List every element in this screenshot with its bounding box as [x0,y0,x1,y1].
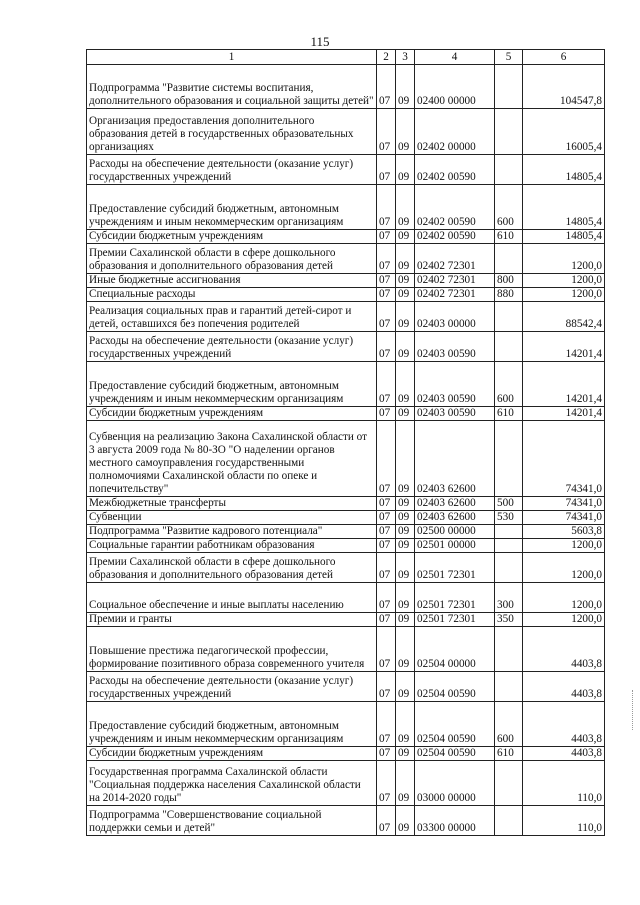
table-row [87,230,605,244]
row-subsection: 09 [396,155,415,185]
row-section: 07 [377,288,396,302]
table-row [87,109,605,155]
row-name: Расходы на обеспечение деятельности (оказание услуг) государственных учреждений [87,332,377,362]
row-target-article: 02403 62600 [415,421,495,497]
row-amount: 110,0 [523,806,605,836]
row-section: 07 [377,302,396,332]
table-row [87,244,605,274]
row-expense-type [495,672,523,702]
row-subsection: 09 [396,65,415,109]
row-name: Субвенция на реализацию Закона Сахалинской области от 3 августа 2009 года № 80-ЗО "О наделении органов местного самоуправления государственными полномочиями Сахалинской области по опеке и попечительству" [87,421,377,497]
table-row [87,747,605,761]
row-amount: 110,0 [523,761,605,806]
row-target-article: 02403 00590 [415,407,495,421]
table-row [87,672,605,702]
row-amount: 1200,0 [523,539,605,553]
row-name: Повышение престижа педагогической профессии, формирование позитивного образа современного учителя [87,627,377,672]
row-name: Премии Сахалинской области в сфере дошкольного образования и дополнительного образования детей [87,244,377,274]
row-target-article: 03300 00000 [415,806,495,836]
scan-edge-mark [632,690,634,730]
row-amount: 74341,0 [523,497,605,511]
row-name: Субсидии бюджетным учреждениям [87,230,377,244]
row-expense-type: 880 [495,288,523,302]
row-target-article: 02403 00590 [415,362,495,407]
row-section: 07 [377,672,396,702]
row-target-article: 02402 72301 [415,274,495,288]
header-col-4: 4 [415,50,495,65]
row-expense-type: 600 [495,362,523,407]
table-row [87,613,605,627]
table-row [87,539,605,553]
row-subsection: 09 [396,332,415,362]
row-section: 07 [377,332,396,362]
row-amount: 4403,8 [523,702,605,747]
row-name: Организация предоставления дополнительного образования детей в государственных образовательных организациях [87,109,377,155]
row-subsection: 09 [396,747,415,761]
table-row [87,288,605,302]
row-name: Государственная программа Сахалинской области "Социальная поддержка населения Сахалинской области на 2014-2020 годы" [87,761,377,806]
row-target-article: 02400 00000 [415,65,495,109]
row-name: Субсидии бюджетным учреждениям [87,407,377,421]
row-target-article: 02403 00000 [415,302,495,332]
row-name: Субсидии бюджетным учреждениям [87,747,377,761]
row-section: 07 [377,747,396,761]
row-expense-type [495,761,523,806]
row-name: Субвенции [87,511,377,525]
row-name: Подпрограмма "Развитие кадрового потенциала" [87,525,377,539]
row-section: 07 [377,421,396,497]
row-subsection: 09 [396,407,415,421]
row-target-article: 02403 62600 [415,511,495,525]
row-subsection: 09 [396,806,415,836]
row-section: 07 [377,613,396,627]
row-subsection: 09 [396,274,415,288]
row-amount: 5603,8 [523,525,605,539]
header-col-2: 2 [377,50,396,65]
row-expense-type [495,539,523,553]
row-amount: 4403,8 [523,627,605,672]
row-expense-type [495,806,523,836]
table-row [87,583,605,613]
table-row [87,806,605,836]
row-amount: 1200,0 [523,244,605,274]
row-section: 07 [377,155,396,185]
header-col-6: 6 [523,50,605,65]
table-row [87,553,605,583]
table-row [87,407,605,421]
row-target-article: 02403 62600 [415,497,495,511]
row-section: 07 [377,109,396,155]
row-name: Подпрограмма "Совершенствование социальной поддержки семьи и детей" [87,806,377,836]
row-subsection: 09 [396,583,415,613]
row-target-article: 02504 00000 [415,627,495,672]
row-expense-type: 610 [495,407,523,421]
table-row [87,627,605,672]
row-subsection: 09 [396,553,415,583]
row-subsection: 09 [396,613,415,627]
row-subsection: 09 [396,702,415,747]
budget-table [86,49,605,836]
table-row [87,155,605,185]
row-amount: 1200,0 [523,553,605,583]
row-section: 07 [377,583,396,613]
table-row [87,761,605,806]
row-expense-type: 600 [495,702,523,747]
row-amount: 14805,4 [523,155,605,185]
row-name: Расходы на обеспечение деятельности (оказание услуг) государственных учреждений [87,155,377,185]
row-subsection: 09 [396,539,415,553]
row-section: 07 [377,185,396,230]
table-row [87,332,605,362]
row-target-article: 03000 00000 [415,761,495,806]
table-row [87,185,605,230]
row-section: 07 [377,407,396,421]
row-name: Социальные гарантии работникам образования [87,539,377,553]
row-expense-type: 600 [495,185,523,230]
row-subsection: 09 [396,230,415,244]
row-amount: 1200,0 [523,583,605,613]
row-target-article: 02402 00590 [415,185,495,230]
row-expense-type: 800 [495,274,523,288]
row-amount: 4403,8 [523,747,605,761]
row-section: 07 [377,627,396,672]
table-row [87,362,605,407]
row-expense-type [495,553,523,583]
row-amount: 74341,0 [523,511,605,525]
row-amount: 1200,0 [523,288,605,302]
row-target-article: 02402 00000 [415,109,495,155]
row-subsection: 09 [396,302,415,332]
row-target-article: 02504 00590 [415,702,495,747]
table-row [87,274,605,288]
row-section: 07 [377,702,396,747]
row-target-article: 02501 72301 [415,553,495,583]
table-row [87,511,605,525]
row-section: 07 [377,230,396,244]
row-target-article: 02501 72301 [415,613,495,627]
row-subsection: 09 [396,511,415,525]
row-section: 07 [377,761,396,806]
row-section: 07 [377,274,396,288]
row-expense-type [495,155,523,185]
row-target-article: 02500 00000 [415,525,495,539]
row-target-article: 02501 72301 [415,583,495,613]
row-name: Предоставление субсидий бюджетным, автономным учреждениям и иным некоммерческим организациям [87,702,377,747]
row-amount: 1200,0 [523,274,605,288]
row-amount: 74341,0 [523,421,605,497]
table-row [87,421,605,497]
row-name: Расходы на обеспечение деятельности (оказание услуг) государственных учреждений [87,672,377,702]
row-expense-type [495,332,523,362]
row-name: Социальное обеспечение и иные выплаты населению [87,583,377,613]
row-expense-type [495,421,523,497]
table-row [87,702,605,747]
row-section: 07 [377,244,396,274]
row-amount: 88542,4 [523,302,605,332]
row-subsection: 09 [396,497,415,511]
row-expense-type [495,525,523,539]
row-section: 07 [377,362,396,407]
row-expense-type: 530 [495,511,523,525]
row-expense-type [495,627,523,672]
row-name: Специальные расходы [87,288,377,302]
row-expense-type: 300 [495,583,523,613]
row-amount: 4403,8 [523,672,605,702]
row-amount: 14805,4 [523,230,605,244]
row-section: 07 [377,525,396,539]
row-amount: 14201,4 [523,362,605,407]
row-subsection: 09 [396,288,415,302]
row-expense-type: 610 [495,747,523,761]
row-section: 07 [377,539,396,553]
row-name: Премии Сахалинской области в сфере дошкольного образования и дополнительного образования детей [87,553,377,583]
row-name: Предоставление субсидий бюджетным, автономным учреждениям и иным некоммерческим организациям [87,185,377,230]
row-target-article: 02402 72301 [415,244,495,274]
row-target-article: 02504 00590 [415,747,495,761]
row-target-article: 02402 00590 [415,230,495,244]
row-subsection: 09 [396,421,415,497]
row-section: 07 [377,65,396,109]
row-amount: 14805,4 [523,185,605,230]
row-target-article: 02504 00590 [415,672,495,702]
row-name: Межбюджетные трансферты [87,497,377,511]
row-subsection: 09 [396,627,415,672]
row-section: 07 [377,806,396,836]
row-name: Реализация социальных прав и гарантий детей-сирот и детей, оставшихся без попечения родителей [87,302,377,332]
row-subsection: 09 [396,185,415,230]
row-section: 07 [377,511,396,525]
table-row [87,525,605,539]
row-expense-type: 610 [495,230,523,244]
row-expense-type [495,109,523,155]
row-expense-type [495,65,523,109]
row-section: 07 [377,497,396,511]
row-target-article: 02403 00590 [415,332,495,362]
row-subsection: 09 [396,672,415,702]
row-amount: 104547,8 [523,65,605,109]
row-amount: 14201,4 [523,332,605,362]
row-subsection: 09 [396,761,415,806]
row-name: Подпрограмма "Развитие системы воспитания, дополнительного образования и социальной защиты детей" [87,65,377,109]
table-row [87,497,605,511]
row-subsection: 09 [396,525,415,539]
row-name: Иные бюджетные ассигнования [87,274,377,288]
row-target-article: 02501 00000 [415,539,495,553]
row-amount: 16005,4 [523,109,605,155]
row-subsection: 09 [396,244,415,274]
table-header-row [87,50,605,65]
header-col-5: 5 [495,50,523,65]
row-amount: 1200,0 [523,613,605,627]
row-target-article: 02402 00590 [415,155,495,185]
row-expense-type: 500 [495,497,523,511]
table-row [87,302,605,332]
row-expense-type [495,244,523,274]
row-section: 07 [377,553,396,583]
row-name: Предоставление субсидий бюджетным, автономным учреждениям и иным некоммерческим организациям [87,362,377,407]
row-expense-type [495,302,523,332]
header-col-3: 3 [396,50,415,65]
page-number: 115 [310,34,330,49]
row-subsection: 09 [396,109,415,155]
row-amount: 14201,4 [523,407,605,421]
row-target-article: 02402 72301 [415,288,495,302]
header-col-1: 1 [87,50,377,65]
row-subsection: 09 [396,362,415,407]
row-name: Премии и гранты [87,613,377,627]
row-expense-type: 350 [495,613,523,627]
table-row [87,65,605,109]
